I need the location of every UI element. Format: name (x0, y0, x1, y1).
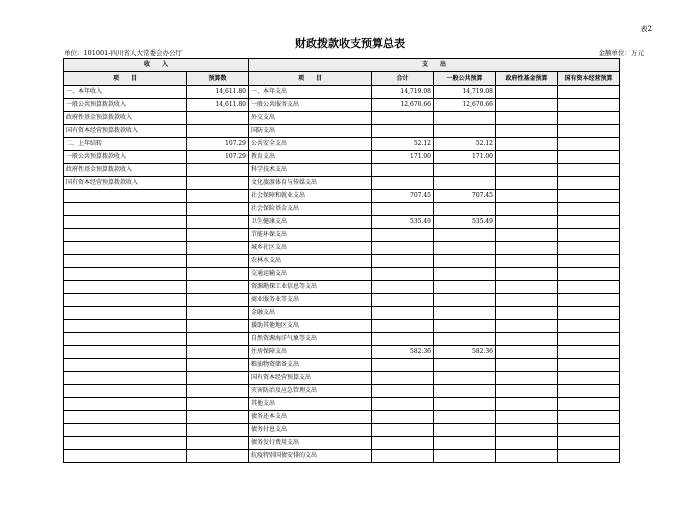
total-cell (372, 359, 434, 372)
income-item-cell (64, 333, 187, 346)
total-cell (372, 307, 434, 320)
income-item-cell: 一般公共预算拨款收入 (64, 151, 187, 164)
income-value-cell (187, 112, 249, 125)
income-value-cell (187, 190, 249, 203)
general-budget-header: 一般公共预算 (434, 72, 496, 86)
income-value-cell: 107.29 (187, 151, 249, 164)
general-budget-cell: 582.36 (434, 346, 496, 359)
table-row (64, 99, 620, 112)
table-row (64, 411, 620, 424)
income-item-cell (64, 411, 187, 424)
state-capital-cell (558, 333, 620, 346)
total-cell (372, 333, 434, 346)
state-capital-cell (558, 190, 620, 203)
income-value-cell (187, 372, 249, 385)
general-budget-cell (434, 255, 496, 268)
table-row (64, 190, 620, 203)
total-cell (372, 164, 434, 177)
income-value-cell (187, 294, 249, 307)
income-item-cell (64, 450, 187, 463)
income-item-cell (64, 242, 187, 255)
income-item-cell: 政府性基金预算拨款收入 (64, 112, 187, 125)
income-item-cell (64, 190, 187, 203)
expense-header: 支 出 (249, 59, 620, 72)
gov-fund-cell (496, 281, 558, 294)
income-item-cell (64, 372, 187, 385)
income-value-cell (187, 424, 249, 437)
general-budget-cell (434, 411, 496, 424)
page-tag: 表2 (640, 25, 652, 33)
expense-item-cell: 抗疫特别国债安排的支出 (249, 450, 372, 463)
total-cell (372, 281, 434, 294)
expense-item-cell: 社会保险基金支出 (249, 203, 372, 216)
state-capital-cell (558, 112, 620, 125)
gov-fund-header: 政府性基金预算 (496, 72, 558, 86)
total-cell (372, 294, 434, 307)
income-value-cell (187, 437, 249, 450)
income-value-cell: 107.29 (187, 138, 249, 151)
expense-item-cell: 粮油物资储备支出 (249, 359, 372, 372)
table-row (64, 346, 620, 359)
income-value-cell: 14,611.80 (187, 86, 249, 99)
gov-fund-cell (496, 424, 558, 437)
income-item-cell (64, 281, 187, 294)
income-item-cell (64, 424, 187, 437)
gov-fund-cell (496, 411, 558, 424)
income-item-cell (64, 203, 187, 216)
general-budget-cell: 14,719.08 (434, 86, 496, 99)
table-row (64, 151, 620, 164)
table-row (64, 138, 620, 151)
table-row (64, 203, 620, 216)
state-capital-cell (558, 242, 620, 255)
general-budget-cell: 52.12 (434, 138, 496, 151)
state-capital-cell (558, 177, 620, 190)
income-value-cell (187, 307, 249, 320)
general-budget-cell: 707.45 (434, 190, 496, 203)
expense-item-cell: 其他支出 (249, 398, 372, 411)
income-item-cell: 国有资本经营预算拨款收入 (64, 125, 187, 138)
table-row (64, 242, 620, 255)
state-capital-cell (558, 307, 620, 320)
income-item-cell (64, 398, 187, 411)
gov-fund-cell (496, 242, 558, 255)
income-value-cell (187, 177, 249, 190)
general-budget-cell (434, 229, 496, 242)
income-value-cell (187, 333, 249, 346)
income-item-cell: 国有资本经营预算拨款收入 (64, 177, 187, 190)
income-item-cell (64, 346, 187, 359)
total-cell: 535.49 (372, 216, 434, 229)
state-capital-cell (558, 398, 620, 411)
gov-fund-cell (496, 138, 558, 151)
income-value-cell (187, 242, 249, 255)
total-cell (372, 320, 434, 333)
state-capital-cell (558, 281, 620, 294)
expense-item-cell: 外交支出 (249, 112, 372, 125)
income-item-cell (64, 268, 187, 281)
page-title: 财政拨款收支预算总表 (295, 37, 405, 50)
gov-fund-cell (496, 450, 558, 463)
expense-item-header: 项 目 (249, 72, 372, 86)
general-budget-cell: 12,670.66 (434, 99, 496, 112)
budget-header: 预算数 (187, 72, 249, 86)
income-value-cell (187, 164, 249, 177)
general-budget-cell (434, 450, 496, 463)
state-capital-cell (558, 294, 620, 307)
expense-item-cell: 教育支出 (249, 151, 372, 164)
general-budget-cell (434, 112, 496, 125)
income-value-cell (187, 281, 249, 294)
state-capital-cell (558, 125, 620, 138)
general-budget-cell: 171.00 (434, 151, 496, 164)
general-budget-cell (434, 424, 496, 437)
table-row (64, 255, 620, 268)
gov-fund-cell (496, 229, 558, 242)
general-budget-cell (434, 125, 496, 138)
general-budget-cell (434, 398, 496, 411)
gov-fund-cell (496, 164, 558, 177)
state-capital-cell (558, 385, 620, 398)
income-value-cell (187, 216, 249, 229)
income-value-cell (187, 203, 249, 216)
gov-fund-cell (496, 346, 558, 359)
state-capital-cell (558, 138, 620, 151)
state-capital-cell (558, 346, 620, 359)
state-capital-cell (558, 320, 620, 333)
unit-label: 单位：101001-四川省人大常委会办公厅 (64, 49, 183, 57)
general-budget-cell (434, 203, 496, 216)
table-row (64, 177, 620, 190)
table-row (64, 333, 620, 346)
expense-item-cell: 自然资源海洋气象等支出 (249, 333, 372, 346)
total-cell (372, 372, 434, 385)
expense-item-cell: 科学技术支出 (249, 164, 372, 177)
expense-item-cell: 卫生健康支出 (249, 216, 372, 229)
total-cell (372, 203, 434, 216)
total-cell: 171.00 (372, 151, 434, 164)
expense-item-cell: 一、本年支出 (249, 86, 372, 99)
table-row (64, 125, 620, 138)
table-row (64, 281, 620, 294)
total-cell (372, 125, 434, 138)
table-row (64, 450, 620, 463)
income-item-cell: 一、本年收入 (64, 86, 187, 99)
general-budget-cell (434, 268, 496, 281)
income-value-cell (187, 125, 249, 138)
expense-item-cell: 农林水支出 (249, 255, 372, 268)
income-value-cell (187, 398, 249, 411)
income-item-cell: 二、上年结转 (64, 138, 187, 151)
state-capital-cell (558, 268, 620, 281)
total-cell: 52.12 (372, 138, 434, 151)
total-cell (372, 411, 434, 424)
table-row (64, 216, 620, 229)
table-row (64, 268, 620, 281)
expense-item-cell: 债务付息支出 (249, 424, 372, 437)
gov-fund-cell (496, 216, 558, 229)
state-capital-cell (558, 164, 620, 177)
table-row (64, 86, 620, 99)
income-value-cell (187, 346, 249, 359)
gov-fund-cell (496, 112, 558, 125)
income-item-cell (64, 437, 187, 450)
income-value-cell (187, 229, 249, 242)
state-capital-cell (558, 229, 620, 242)
expense-item-cell: 债务还本支出 (249, 411, 372, 424)
expense-item-cell: 节能环保支出 (249, 229, 372, 242)
income-item-cell: 一般公共预算拨款收入 (64, 99, 187, 112)
total-cell (372, 229, 434, 242)
gov-fund-cell (496, 372, 558, 385)
income-value-cell (187, 411, 249, 424)
total-cell (372, 424, 434, 437)
budget-table (63, 58, 620, 463)
table-row (64, 307, 620, 320)
expense-item-cell: 金融支出 (249, 307, 372, 320)
total-cell (372, 398, 434, 411)
gov-fund-cell (496, 307, 558, 320)
general-budget-cell (434, 372, 496, 385)
gov-fund-cell (496, 359, 558, 372)
gov-fund-cell (496, 437, 558, 450)
income-item-header: 项 目 (64, 72, 187, 86)
income-item-cell (64, 294, 187, 307)
gov-fund-cell (496, 203, 558, 216)
expense-item-cell: 债务发行费用支出 (249, 437, 372, 450)
table-row (64, 437, 620, 450)
state-capital-cell (558, 437, 620, 450)
income-item-cell: 政府性基金预算拨款收入 (64, 164, 187, 177)
income-item-cell (64, 229, 187, 242)
state-capital-cell (558, 86, 620, 99)
gov-fund-cell (496, 99, 558, 112)
total-cell (372, 112, 434, 125)
amount-unit-label: 金额单位：万元 (598, 49, 644, 57)
state-capital-cell (558, 372, 620, 385)
total-cell (372, 177, 434, 190)
state-capital-cell (558, 151, 620, 164)
state-capital-cell (558, 99, 620, 112)
gov-fund-cell (496, 86, 558, 99)
table-row (64, 372, 620, 385)
expense-item-cell: 一般公共服务支出 (249, 99, 372, 112)
expense-item-cell: 灾害防治及应急管理支出 (249, 385, 372, 398)
table-row (64, 359, 620, 372)
expense-item-cell: 交通运输支出 (249, 268, 372, 281)
gov-fund-cell (496, 320, 558, 333)
general-budget-cell: 535.49 (434, 216, 496, 229)
state-capital-cell (558, 359, 620, 372)
expense-item-cell: 文化旅游体育与传媒支出 (249, 177, 372, 190)
general-budget-cell (434, 242, 496, 255)
expense-item-cell: 公共安全支出 (249, 138, 372, 151)
income-item-cell (64, 216, 187, 229)
state-capital-cell (558, 216, 620, 229)
total-header: 合计 (372, 72, 434, 86)
gov-fund-cell (496, 190, 558, 203)
general-budget-cell (434, 320, 496, 333)
general-budget-cell (434, 385, 496, 398)
table-row (64, 385, 620, 398)
gov-fund-cell (496, 385, 558, 398)
general-budget-cell (434, 307, 496, 320)
income-value-cell: 14,611.80 (187, 99, 249, 112)
general-budget-cell (434, 333, 496, 346)
state-capital-cell (558, 203, 620, 216)
table-row (64, 294, 620, 307)
gov-fund-cell (496, 398, 558, 411)
income-value-cell (187, 359, 249, 372)
total-cell: 14,719.08 (372, 86, 434, 99)
expense-item-cell: 住房保障支出 (249, 346, 372, 359)
total-cell: 12,670.66 (372, 99, 434, 112)
gov-fund-cell (496, 268, 558, 281)
expense-item-cell: 资源勘探工业信息等支出 (249, 281, 372, 294)
income-value-cell (187, 385, 249, 398)
general-budget-cell (434, 164, 496, 177)
income-value-cell (187, 268, 249, 281)
expense-item-cell: 社会保障和就业支出 (249, 190, 372, 203)
expense-item-cell: 国有资本经营预算支出 (249, 372, 372, 385)
table-row (64, 320, 620, 333)
total-cell: 582.36 (372, 346, 434, 359)
income-item-cell (64, 307, 187, 320)
gov-fund-cell (496, 294, 558, 307)
general-budget-cell (434, 281, 496, 294)
table-row (64, 229, 620, 242)
state-capital-cell (558, 255, 620, 268)
general-budget-cell (434, 177, 496, 190)
income-item-cell (64, 359, 187, 372)
income-item-cell (64, 320, 187, 333)
state-capital-cell (558, 424, 620, 437)
table-row (64, 164, 620, 177)
total-cell (372, 385, 434, 398)
state-capital-header: 国有资本经营预算 (558, 72, 620, 86)
gov-fund-cell (496, 255, 558, 268)
table-body (64, 86, 620, 463)
expense-item-cell: 援助其他地区支出 (249, 320, 372, 333)
table-row (64, 398, 620, 411)
general-budget-cell (434, 359, 496, 372)
gov-fund-cell (496, 333, 558, 346)
general-budget-cell (434, 437, 496, 450)
income-item-cell (64, 385, 187, 398)
total-cell (372, 255, 434, 268)
income-item-cell (64, 255, 187, 268)
total-cell (372, 242, 434, 255)
gov-fund-cell (496, 151, 558, 164)
total-cell (372, 268, 434, 281)
table-row (64, 424, 620, 437)
state-capital-cell (558, 450, 620, 463)
total-cell (372, 450, 434, 463)
general-budget-cell (434, 294, 496, 307)
gov-fund-cell (496, 125, 558, 138)
state-capital-cell (558, 411, 620, 424)
income-header: 收 入 (64, 59, 249, 72)
expense-item-cell: 城乡社区支出 (249, 242, 372, 255)
gov-fund-cell (496, 177, 558, 190)
income-value-cell (187, 255, 249, 268)
income-value-cell (187, 320, 249, 333)
expense-item-cell: 商业服务业等支出 (249, 294, 372, 307)
total-cell: 707.45 (372, 190, 434, 203)
total-cell (372, 437, 434, 450)
table-row (64, 112, 620, 125)
expense-item-cell: 国防支出 (249, 125, 372, 138)
income-value-cell (187, 450, 249, 463)
